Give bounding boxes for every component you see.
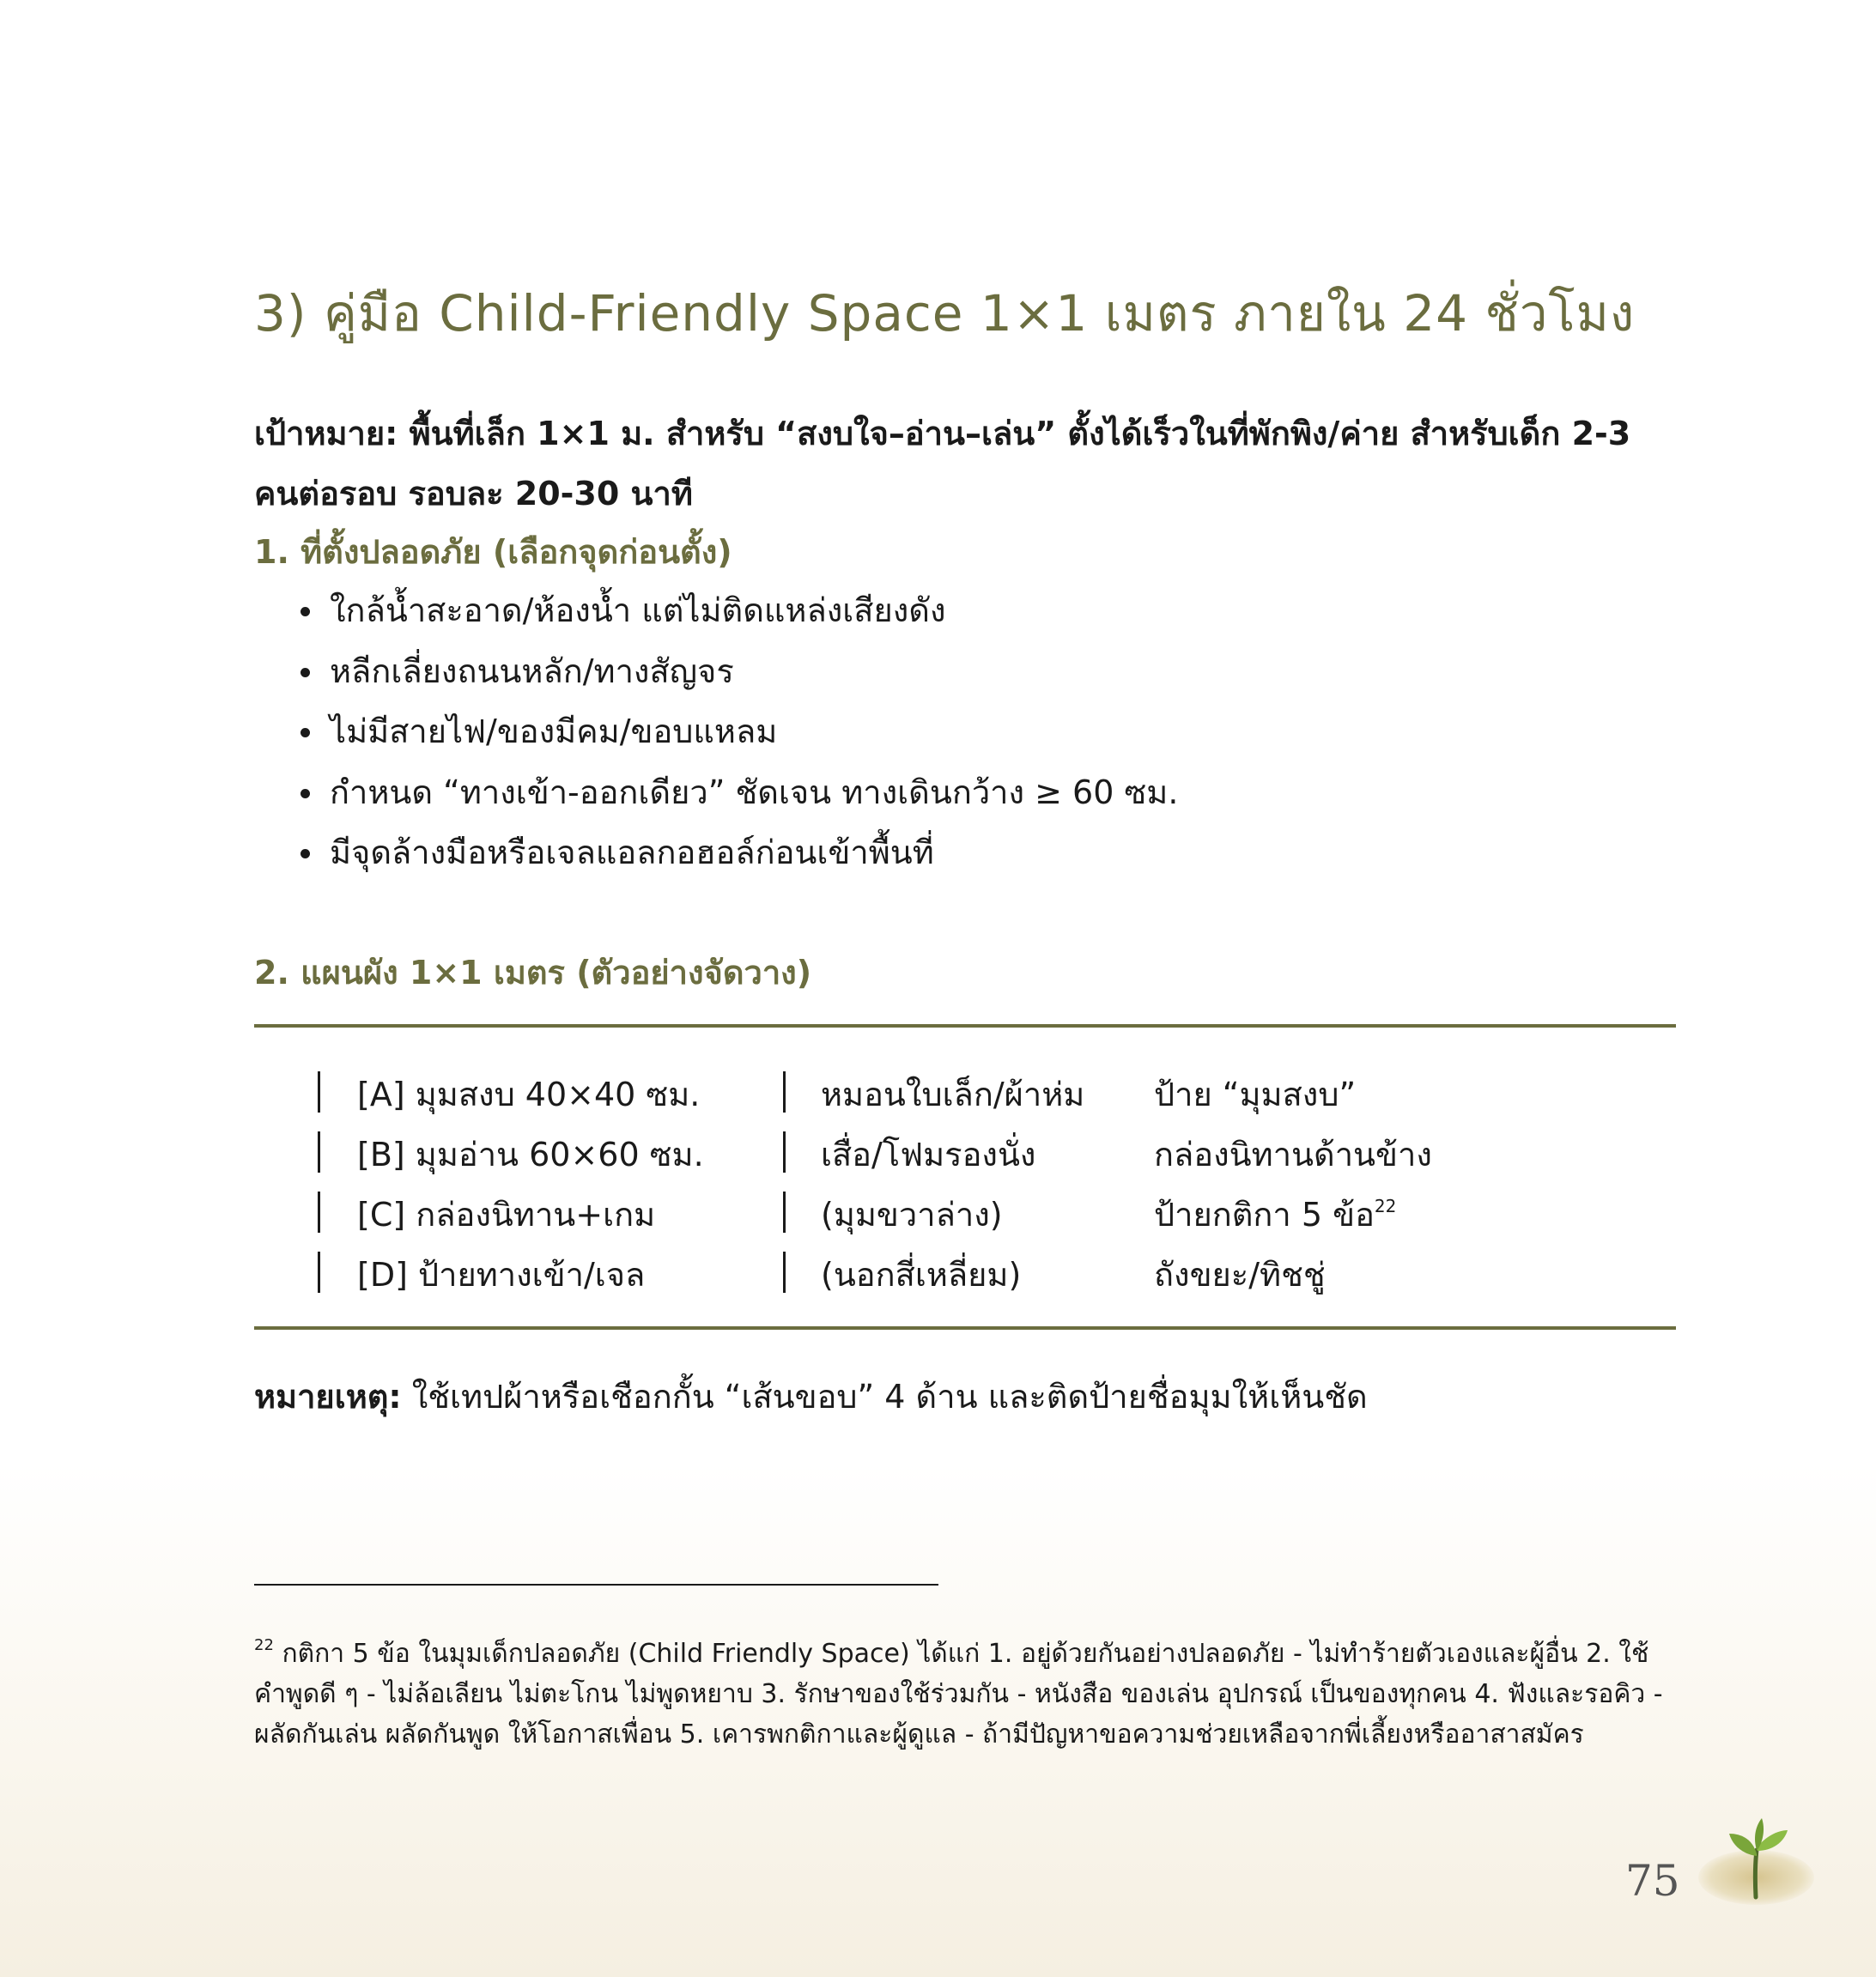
footnote (254, 1625, 1679, 1755)
table-cell: (มุมขวาล่าง) (821, 1196, 1003, 1234)
section2-heading: 2. แผนผัง 1×1 เมตร (ตัวอย่างจัดวาง) (254, 954, 812, 992)
section1-heading: 1. ที่ตั้งปลอดภัย (เลือกจุดก่อนตั้ง) (254, 533, 732, 571)
bullet-dot (301, 728, 310, 737)
list-item: กำหนด “ทางเข้า-ออกเดียว” ชัดเจน ทางเดินกว้าง ≥ 60 ซม. (292, 762, 1178, 823)
table-cell: ถังขยะ/ทิชชู่ (1154, 1256, 1326, 1294)
bullet-dot (301, 607, 310, 616)
goal-paragraph (254, 403, 1679, 524)
row-bar-left (318, 1252, 320, 1293)
row-bar-middle (783, 1131, 786, 1173)
seedling-icon (1717, 1811, 1794, 1906)
safety-list (292, 580, 1178, 883)
footnote-number: 22 (254, 1636, 274, 1654)
row-bar-left (318, 1192, 320, 1233)
note-label: หมายเหตุ: (254, 1378, 402, 1416)
goal-text: พื้นที่เล็ก 1×1 ม. สำหรับ “สงบใจ–อ่าน–เล่น” ตั้งได้เร็วในที่พักพิง/ค่าย สำหรับเด็ก 2-3 คนต่อรอบ รอบละ 20-30 นาที (254, 415, 1631, 512)
note-paragraph (254, 1370, 1368, 1422)
row-bar-left (318, 1131, 320, 1173)
table-top-rule (254, 1024, 1676, 1028)
table-cell: [B] มุมอ่าน 60×60 ซม. (357, 1136, 704, 1173)
row-bar-middle (783, 1192, 786, 1233)
table-cell: ป้าย “มุมสงบ” (1154, 1076, 1357, 1113)
page-number: 75 (1625, 1856, 1680, 1906)
footnote-rule (254, 1584, 938, 1586)
table-cell: [C] กล่องนิทาน+เกม (357, 1196, 656, 1234)
table-cell: ป้ายกติกา 5 ข้อ$^{22}$ (1154, 1196, 1397, 1234)
list-item: ใกล้น้ำสะอาด/ห้องน้ำ แต่ไม่ติดแหล่งเสียงดัง (292, 580, 1178, 641)
row-bar-middle (783, 1071, 786, 1113)
footnote-ref: 22 (1374, 1196, 1397, 1216)
list-item: หลีกเลี่ยงถนนหลัก/ทางสัญจร (292, 641, 1178, 702)
table-cell: หมอนใบเล็ก/ผ้าห่ม (821, 1076, 1085, 1113)
row-bar-left (318, 1071, 320, 1113)
table-cell: [D] ป้ายทางเข้า/เจล (357, 1256, 646, 1294)
note-text: ใช้เทปผ้าหรือเชือกกั้น “เส้นขอบ” 4 ด้าน และติดป้ายชื่อมุมให้เห็นชัด (401, 1378, 1368, 1416)
footnote-text: กติกา 5 ข้อ ในมุมเด็กปลอดภัย (Child Friendly Space) ได้แก่ 1. อยู่ด้วยกันอย่างปลอดภัย - ไม่ทำร้ายตัวเองและผู้อื่น 2. ใช้คำพูดดี ๆ - ไม่ล้อเลียน ไม่ตะโกน ไม่พูดหยาบ 3. รักษาของใช้ร่วมกัน - หนังสือ ของเล่น อุปกรณ์ เป็นของทุกคน 4. ฟังและรอคิว - ผลัดกันเล่น ผลัดกันพูด ให้โอกาสเพื่อน 5. เคารพกติกาและผู้ดูแล - ถ้ามีปัญหาขอความช่วยเหลือจากพี่เลี้ยงหรืออาสาสมัคร (254, 1639, 1663, 1750)
row-bar-middle (783, 1252, 786, 1293)
table-cell: [A] มุมสงบ 40×40 ซม. (357, 1076, 701, 1113)
table-cell: เสื่อ/โฟมรองนั่ง (821, 1136, 1036, 1173)
list-item: มีจุดล้างมือหรือเจลแอลกอฮอล์ก่อนเข้าพื้นที่ (292, 822, 1178, 883)
table-cell: กล่องนิทานด้านข้าง (1154, 1136, 1432, 1173)
page-title: 3) คู่มือ Child-Friendly Space 1×1 เมตร ภายใน 24 ชั่วโมง (254, 284, 1636, 343)
goal-label: เป้าหมาย: (254, 415, 398, 452)
table-cell: (นอกสี่เหลี่ยม) (821, 1256, 1022, 1294)
bullet-dot (301, 668, 310, 677)
bullet-dot (301, 849, 310, 858)
bullet-dot (301, 789, 310, 798)
table-bottom-rule (254, 1326, 1676, 1330)
list-item: ไม่มีสายไฟ/ของมีคม/ขอบแหลม (292, 701, 1178, 762)
